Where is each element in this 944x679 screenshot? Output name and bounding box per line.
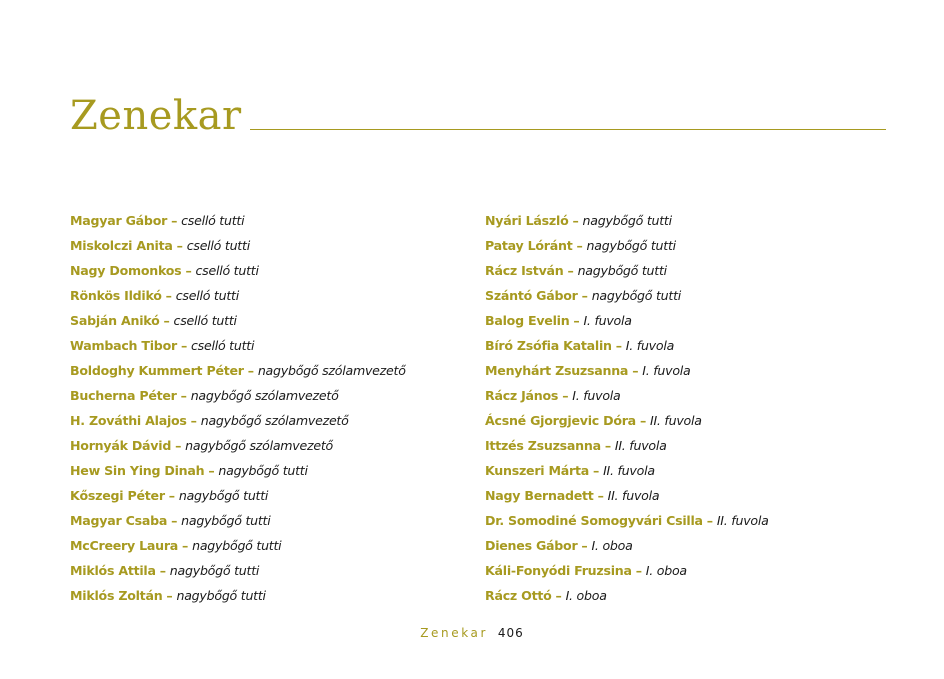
member-role: nagybőgő szólamvezető [257, 363, 406, 378]
name-role-separator: – [567, 263, 574, 278]
footer-section-title: Zenekar [420, 626, 489, 640]
name-role-separator: – [615, 338, 622, 353]
member-name: Kunszeri Márta [485, 463, 590, 478]
member-name: Dr. Somodiné Somogyvári Csilla [485, 513, 703, 528]
name-role-separator: – [159, 563, 166, 578]
member-entry [70, 433, 470, 458]
member-name: Magyar Csaba [70, 513, 168, 528]
member-role: nagybőgő tutti [577, 263, 667, 278]
member-role: nagybőgő tutti [169, 563, 260, 578]
name-role-separator: – [180, 388, 187, 403]
member-name: Nagy Domonkos [70, 263, 182, 278]
member-entry [70, 358, 470, 383]
member-entry [485, 533, 905, 558]
member-entry [70, 258, 470, 283]
member-name: Ácsné Gjorgjevic Dóra [485, 413, 636, 428]
member-role: cselló tutti [186, 238, 250, 253]
name-role-separator: – [176, 238, 183, 253]
member-role: I. fuvola [625, 338, 675, 353]
member-role: nagybőgő szólamvezető [190, 388, 339, 403]
member-entry [70, 408, 470, 433]
member-role: nagybőgő tutti [192, 538, 282, 553]
page-number: 406 [497, 626, 524, 640]
member-role: cselló tutti [173, 313, 237, 328]
member-name: Miklós Attila [70, 563, 156, 578]
member-role: I. fuvola [642, 363, 691, 378]
member-name: Káli-Fonyódi Fruzsina [485, 563, 632, 578]
member-entry [485, 508, 905, 533]
member-role: II. fuvola [716, 513, 769, 528]
member-entry [70, 283, 470, 308]
member-name: H. Zováthi Alajos [70, 413, 187, 428]
name-role-separator: – [182, 538, 189, 553]
page-footer [0, 626, 944, 640]
name-role-separator: – [171, 213, 178, 228]
member-entry [485, 358, 905, 383]
member-entry [485, 233, 905, 258]
page-title: Zenekar [70, 93, 242, 139]
member-role: II. fuvola [607, 488, 660, 503]
member-name: Wambach Tibor [70, 338, 177, 353]
member-role: cselló tutti [190, 338, 255, 353]
member-entry [485, 458, 905, 483]
member-name: Dienes Gábor [485, 538, 578, 553]
name-role-separator: – [576, 238, 583, 253]
member-name: Magyar Gábor [70, 213, 168, 228]
member-entry [485, 583, 905, 608]
name-role-separator: – [573, 313, 580, 328]
member-role: I. fuvola [572, 388, 621, 403]
member-list-right [485, 208, 905, 608]
member-role: cselló tutti [195, 263, 259, 278]
name-role-separator: – [163, 313, 170, 328]
member-entry [485, 333, 905, 358]
member-role: II. fuvola [603, 463, 655, 478]
member-name: Miskolczi Anita [70, 238, 173, 253]
member-name: Nyári László [485, 213, 569, 228]
member-role: I. oboa [645, 563, 687, 578]
member-role: I. oboa [591, 538, 633, 553]
member-name: Szántó Gábor [485, 288, 578, 303]
member-role: II. fuvola [614, 438, 667, 453]
member-role: nagybőgő tutti [176, 588, 266, 603]
name-role-separator: – [593, 463, 600, 478]
member-role: nagybőgő tutti [181, 513, 271, 528]
member-entry [485, 208, 905, 233]
member-role: nagybőgő tutti [218, 463, 308, 478]
member-entry [70, 558, 470, 583]
member-role: cselló tutti [175, 288, 239, 303]
member-name: Nagy Bernadett [485, 488, 594, 503]
member-name: Ittzés Zsuzsanna [485, 438, 601, 453]
member-name: Menyhárt Zsuzsanna [485, 363, 629, 378]
title-rule [250, 129, 886, 130]
member-name: McCreery Laura [70, 538, 179, 553]
member-name: Miklós Zoltán [70, 588, 163, 603]
member-list-left [70, 208, 470, 608]
name-role-separator: – [635, 563, 642, 578]
member-role: nagybőgő szólamvezető [185, 438, 334, 453]
name-role-separator: – [208, 463, 215, 478]
name-role-separator: – [706, 513, 713, 528]
name-role-separator: – [168, 488, 175, 503]
member-role: nagybőgő szólamvezető [200, 413, 349, 428]
member-entry [70, 508, 470, 533]
member-name: Rácz Ottó [485, 588, 552, 603]
member-entry [485, 558, 905, 583]
member-entry [485, 308, 905, 333]
name-role-separator: – [632, 363, 639, 378]
name-role-separator: – [185, 263, 192, 278]
member-role: cselló tutti [181, 213, 245, 228]
member-role: I. fuvola [583, 313, 632, 328]
member-entry [485, 258, 905, 283]
member-entry [70, 233, 470, 258]
name-role-separator: – [165, 288, 172, 303]
member-entry [70, 458, 470, 483]
name-role-separator: – [562, 388, 569, 403]
member-name: Balog Evelin [485, 313, 570, 328]
member-name: Patay Lóránt [485, 238, 573, 253]
name-role-separator: – [555, 588, 562, 603]
member-entry [70, 333, 470, 358]
member-entry [485, 283, 905, 308]
member-entry [70, 533, 470, 558]
member-entry [70, 483, 470, 508]
member-name: Rácz István [485, 263, 564, 278]
member-name: Bucherna Péter [70, 388, 177, 403]
name-role-separator: – [190, 413, 197, 428]
name-role-separator: – [581, 538, 588, 553]
name-role-separator: – [604, 438, 611, 453]
member-entry [70, 308, 470, 333]
name-role-separator: – [180, 338, 187, 353]
member-entry [485, 408, 905, 433]
member-name: Boldoghy Kummert Péter [70, 363, 244, 378]
member-entry [485, 383, 905, 408]
member-name: Rönkös Ildikó [70, 288, 162, 303]
member-entry [70, 383, 470, 408]
member-role: nagybőgő tutti [178, 488, 269, 503]
member-role: nagybőgő tutti [586, 238, 676, 253]
member-name: Bíró Zsófia Katalin [485, 338, 612, 353]
member-name: Hew Sin Ying Dinah [70, 463, 205, 478]
name-role-separator: – [597, 488, 604, 503]
member-name: Kőszegi Péter [70, 488, 165, 503]
member-entry [70, 208, 470, 233]
member-entry [485, 483, 905, 508]
member-role: nagybőgő tutti [582, 213, 672, 228]
name-role-separator: – [581, 288, 588, 303]
name-role-separator: – [171, 513, 178, 528]
member-name: Rácz János [485, 388, 559, 403]
name-role-separator: – [175, 438, 182, 453]
page-heading [70, 86, 886, 139]
member-role: I. oboa [565, 588, 607, 603]
name-role-separator: – [166, 588, 173, 603]
member-entry [70, 583, 470, 608]
member-role: nagybőgő tutti [591, 288, 682, 303]
member-name: Sabján Anikó [70, 313, 160, 328]
member-name: Hornyák Dávid [70, 438, 172, 453]
name-role-separator: – [639, 413, 646, 428]
member-role: II. fuvola [649, 413, 702, 428]
name-role-separator: – [572, 213, 579, 228]
name-role-separator: – [247, 363, 254, 378]
member-entry [485, 433, 905, 458]
